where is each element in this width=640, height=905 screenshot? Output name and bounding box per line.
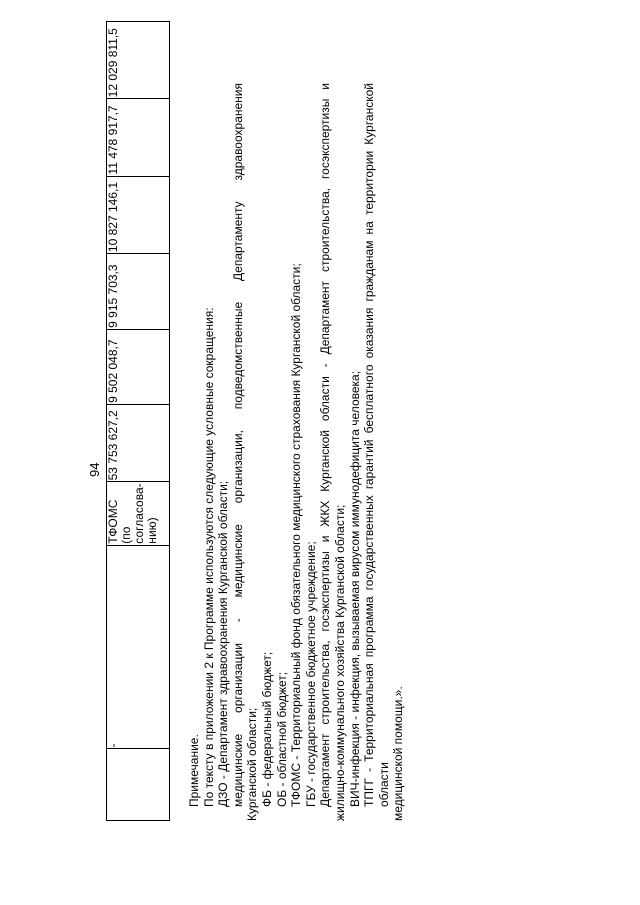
table-cell: -: [107, 545, 170, 749]
note-medical-orgs: медицинские организации - медицинские организации, подведомственные Департаменту здравоохранения: [230, 83, 245, 807]
budget-table: [106, 21, 170, 821]
page-number: 94: [87, 462, 102, 477]
table-cell-year: 12 029 811,5: [107, 22, 170, 99]
notes-section: [187, 83, 406, 821]
note-department-cont: жилищно-коммунального хозяйства Курганской области;: [332, 504, 347, 821]
notes-heading: Примечание.: [187, 734, 201, 807]
note-medical-orgs-cont: Курганской области;: [245, 707, 260, 821]
table-row: [107, 22, 170, 821]
note-dzo: ДЗО - Департамент здравоохранения Курганской области;: [216, 480, 231, 807]
table-cell-year: 11 478 917,7: [107, 99, 170, 176]
note-gbu: ГБУ - государственное бюджетное учреждение;: [303, 541, 318, 807]
note-fb: ФБ - федеральный бюджет;: [259, 651, 274, 807]
note-tfoms: ТФОМС - Территориальный фонд обязательного медицинского страхования Курганской области;: [289, 263, 304, 807]
table-cell-year: 9 915 703,3: [107, 254, 170, 330]
table-cell: [107, 749, 170, 821]
notes-intro: По тексту в приложении 2 к Программе используются следующие условные сокращения:: [201, 307, 216, 807]
note-ob: ОБ - областной бюджет;: [274, 671, 289, 807]
table-cell-year: 9 502 048,7: [107, 329, 170, 404]
table-cell-total: 53 753 627,2: [107, 404, 170, 481]
note-department: Департамент строительства, госэкспертизы и ЖКХ Курганской области - Департамент строительства, госэкспертизы и: [318, 83, 333, 807]
table-cell-source: ТФОМС (по согласова-нию): [107, 482, 170, 545]
note-tpgg: ТПГГ - Территориальная программа государственных гарантий бесплатного оказания гражданам на территории Курганской области: [362, 83, 391, 807]
note-tpgg-cont: медицинской помощи.».: [391, 686, 406, 821]
table-cell-year: 10 827 146,1: [107, 176, 170, 253]
note-hiv: ВИЧ-инфекция - инфекция, вызываемая вирусом иммунодефицита человека;: [347, 370, 362, 807]
